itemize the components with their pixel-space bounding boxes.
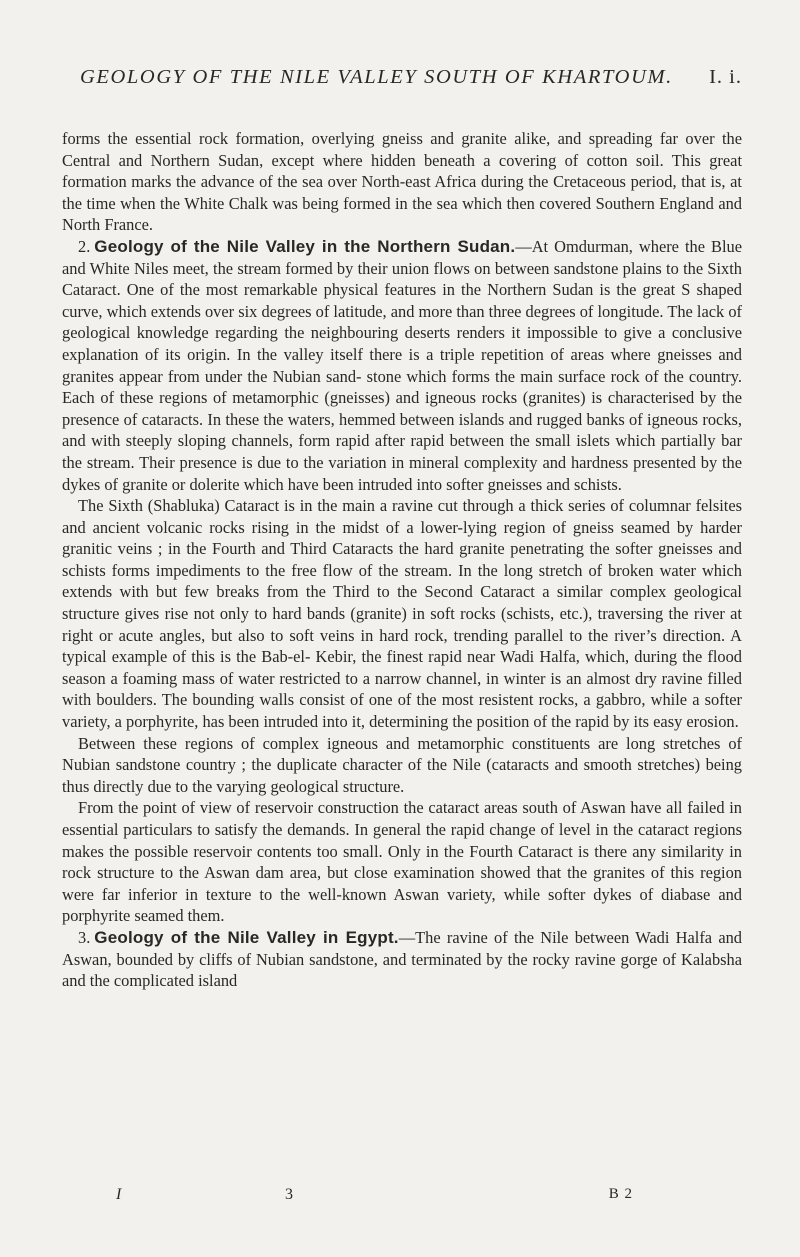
signature-mark-left: I	[116, 1186, 122, 1203]
running-head-reference: I. i.	[709, 66, 742, 88]
document-page	[62, 66, 742, 991]
section-heading: Geology of the Nile Valley in the Northern Sudan.	[94, 236, 516, 256]
paragraph	[62, 733, 742, 798]
paragraph	[62, 797, 742, 927]
section-heading: Geology of the Nile Valley in Egypt.	[94, 927, 399, 947]
section-number: 3.	[78, 927, 91, 947]
paragraph-text: The Sixth (Shabluka) Cataract is in the main a ravine cut through a thick series of columnar felsites and ancient volcanic rocks rising in the midst of a lower-lying region of gneiss seamed by harder granitic veins ; in the Fourth and Third Cataracts the hard granite penetrating the softer gneisses and schists forms impediments to the free flow of the stream. In the long stretch of broken water which extends with but few breaks from the Third to the Second Cataract a similar complex geological structure gives rise not only to hard bands (granite) in soft rocks (schists, etc.), traversing the river at right or acute angles, but also to soft veins in hard rock, trending parallel to the river’s direction. A typical example of this is the Bab-el- Kebir, the finest rapid near Wadi Halfa, which, during the flood season a foaming mass of water restricted to a narrow channel, in winter is an almost dry ravine filled with boulders. The bounding walls consist of one of the most resistent rocks, a gabbro, while a softer variety, a porphyrite, has been intruded into it, determining the position of the rapid by its easy erosion.	[62, 496, 742, 732]
page-footer	[116, 1186, 636, 1210]
paragraph-text: Between these regions of complex igneous and metamorphic constituents are long stretches of Nubian sandstone country ; the duplicate character of the Nile (cataracts and smooth stretches) being thus directly due to the varying geological structure.	[62, 733, 742, 796]
paragraph-text: From the point of view of reservoir construction the cataract areas south of Aswan have all failed in essential particulars to satisfy the demands. In general the rapid change of level in the cataract regions makes the possible reservoir contents too small. Only in the Fourth Cataract is there any similarity in rock structure to the Aswan dam area, but close examination showed that the granites of this region were far inferior in texture to the well-known Aswan variety, while softer dykes of diabase and porphyrite seamed them.	[62, 798, 742, 926]
section-number: 2.	[78, 236, 91, 256]
paragraph-text: —The ravine of the Nile between Wadi Halfa and Aswan, bounded by cliffs of Nubian sandstone, and terminated by the rocky ravine gorge of Kalabsha and the complicated island	[62, 927, 742, 991]
running-head	[62, 66, 742, 102]
section-2-paragraph	[62, 236, 742, 495]
paragraph-text: forms the essential rock formation, overlying gneiss and granite alike, and spreading far over the Central and Northern Sudan, except where hidden beneath a covering of cotton soil. This great formation marks the advance of the sea over North-east Africa during the Cretaceous period, that is, at the time when the White Chalk was being formed in the sea which then covered Southern England and North France.	[62, 129, 742, 235]
paragraph-text: —At Omdurman, where the Blue and White Niles meet, the stream formed by their union flows on between sandstone plains to the Sixth Cataract. One of the most remarkable physical features in the Northern Sudan is the great S shaped curve, which extends over six degrees of latitude, and more than three degrees of longitude. The lack of geological knowledge regarding the neighbouring deserts renders it impossible to give a conclusive explanation of its origin. In the valley itself there is a triple repetition of areas where gneisses and granites appear from under the Nubian sand- stone which forms the main surface rock of the country. Each of these regions of metamorphic (gneisses) and igneous rocks (granites) is characterised by the presence of cataracts. In these the waters, hemmed between islands and rugged banks of igneous rocks, and with steeply sloping channels, form rapid after rapid between the small islets which partially bar the stream. Their presence is due to the variation in mineral complexity and hardness presented by the dykes of granite or dolerite which have been intruded into softer gneisses and schists.	[62, 236, 742, 494]
signature-mark-right: B 2	[608, 1186, 633, 1202]
section-3-paragraph	[62, 927, 742, 992]
paragraph	[62, 495, 742, 733]
running-head-title: GEOLOGY OF THE NILE VALLEY SOUTH OF KHARTOUM.	[80, 66, 673, 88]
page-number: 3	[285, 1186, 293, 1203]
body-text	[62, 128, 742, 992]
paragraph-continuation	[62, 128, 742, 236]
